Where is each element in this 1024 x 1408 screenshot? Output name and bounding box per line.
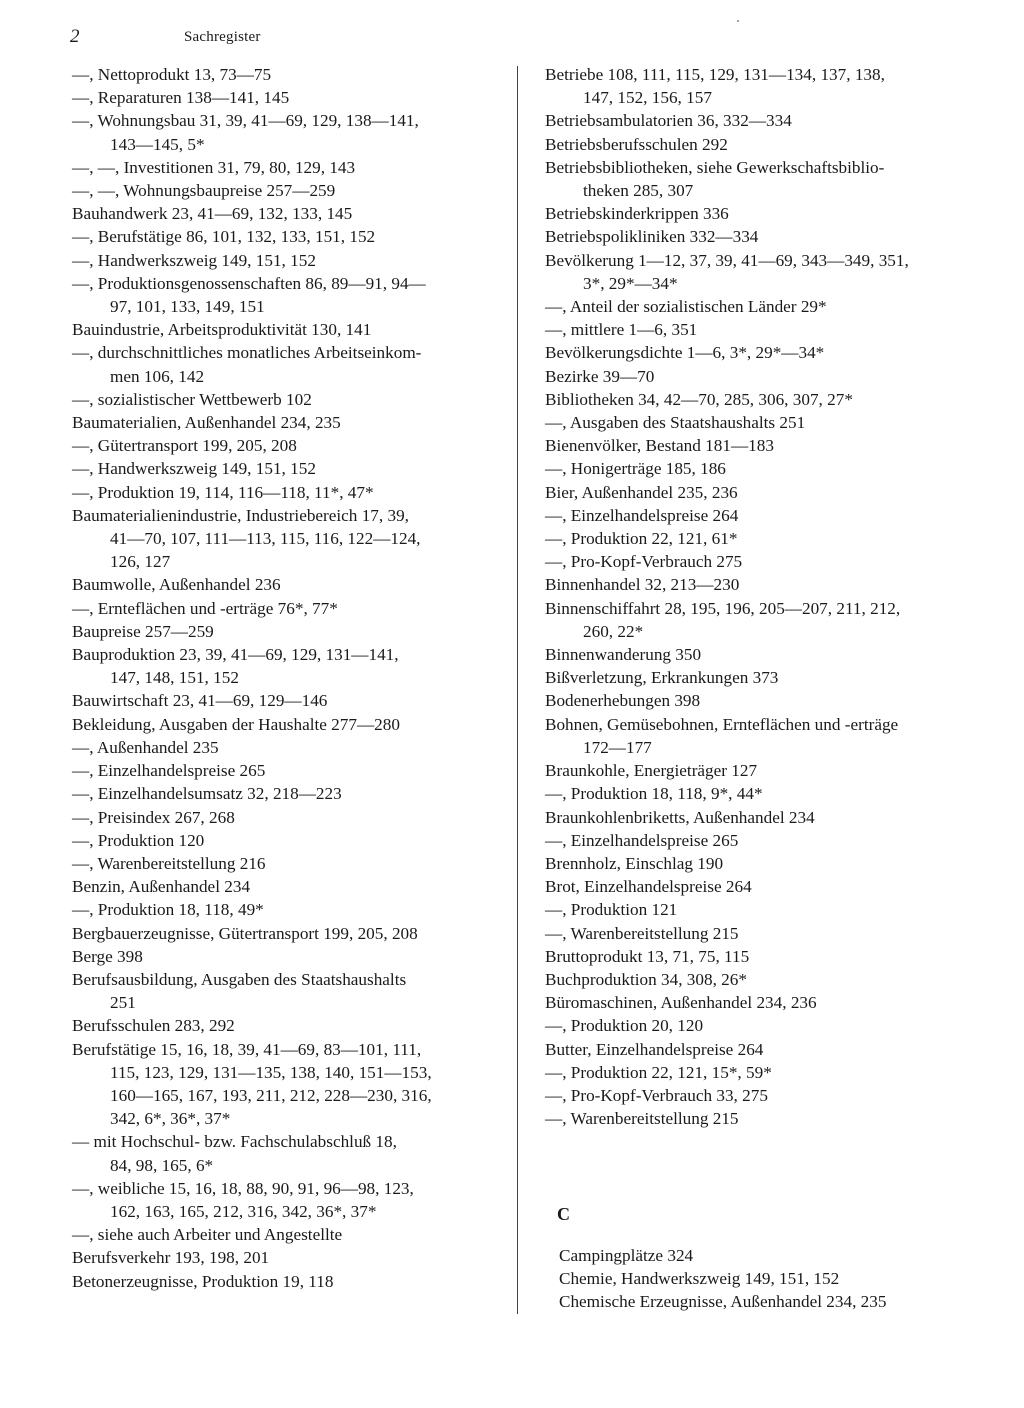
index-entry-line: —, mittlere 1—6, 351 [545, 320, 698, 340]
index-entry-line: Betriebsbibliotheken, siehe Gewerkschaftsbiblio- [545, 157, 885, 177]
index-entry [545, 1014, 985, 1037]
index-entry [545, 318, 985, 341]
index-entry [72, 875, 504, 898]
index-entry-line: —, Ernteflächen und -erträge 76*, 77* [72, 598, 338, 618]
index-entry [545, 643, 985, 666]
index-entry [72, 945, 504, 968]
index-entry [72, 597, 504, 620]
index-entry-line: Betriebsberufsschulen 292 [545, 134, 728, 154]
index-entry-line: —, Produktion 18, 118, 49* [72, 900, 264, 920]
index-entry [72, 249, 504, 272]
index-column-right [545, 63, 985, 1130]
index-entry-line: —, Pro-Kopf-Verbrauch 33, 275 [545, 1085, 768, 1105]
index-entry [545, 133, 985, 156]
index-entry [72, 1246, 504, 1269]
index-entry [72, 1130, 504, 1176]
index-entry [545, 968, 985, 991]
index-entry-line: —, Pro-Kopf-Verbrauch 275 [545, 552, 743, 572]
index-entry [545, 156, 985, 202]
index-entry-line: —, weibliche 15, 16, 18, 88, 90, 91, 96—98, 123, [72, 1178, 414, 1198]
index-entry-line: Braunkohle, Energieträger 127 [545, 761, 758, 781]
index-entry-line: —, Preisindex 267, 268 [72, 807, 235, 827]
index-entry-line: Berufstätige 15, 16, 18, 39, 41—69, 83—101, 111, [72, 1039, 422, 1059]
index-column-left [72, 63, 504, 1293]
index-entry-line: —, Anteil der sozialistischen Länder 29* [545, 297, 827, 317]
index-entry [72, 318, 504, 341]
index-entry [545, 411, 985, 434]
index-entry [545, 202, 985, 225]
running-head: Sachregister [184, 29, 261, 45]
index-entry-line: —, siehe auch Arbeiter und Angestellte [72, 1225, 343, 1245]
index-entry [545, 457, 985, 480]
index-entry [545, 898, 985, 921]
index-entry-line: Bibliotheken 34, 42—70, 285, 306, 307, 27* [545, 389, 853, 409]
index-entry-continuation: 3*, 29*—34* [583, 273, 678, 293]
index-entry-line: —, Warenbereitstellung 216 [72, 853, 266, 873]
index-entry-line: — mit Hochschul- bzw. Fachschulabschluß 18, [72, 1132, 397, 1152]
index-entry [545, 341, 985, 364]
index-entry-line: Büromaschinen, Außenhandel 234, 236 [545, 993, 817, 1013]
index-entry-line: Bauwirtschaft 23, 41—69, 129—146 [72, 691, 328, 711]
index-entry-line: —, Außenhandel 235 [72, 737, 219, 757]
index-entry-continuation: theken 285, 307 [583, 181, 694, 201]
index-entry-line: Brennholz, Einschlag 190 [545, 853, 724, 873]
index-entry-line: Bergbauerzeugnisse, Gütertransport 199, 205, 208 [72, 923, 418, 943]
index-entry [72, 620, 504, 643]
index-entry [545, 689, 985, 712]
index-entry [545, 573, 985, 596]
index-entry-line: Betriebskinderkrippen 336 [545, 204, 729, 224]
index-entry-line: Chemie, Handwerkszweig 149, 151, 152 [559, 1269, 840, 1289]
index-entry-line: Baumaterialienindustrie, Industriebereich 17, 39, [72, 505, 409, 525]
index-entry [72, 806, 504, 829]
index-entry [72, 457, 504, 480]
index-entry [72, 434, 504, 457]
index-entry-line: —, Handwerkszweig 149, 151, 152 [72, 459, 316, 479]
index-entry-line: Bodenerhebungen 398 [545, 691, 701, 711]
index-entry-continuation: 251 [110, 993, 136, 1013]
index-entry-continuation: 115, 123, 129, 131—135, 138, 140, 151—153, [110, 1062, 432, 1082]
index-entry [72, 179, 504, 202]
index-entry-continuation: 84, 98, 165, 6* [110, 1155, 214, 1175]
index-entry-line: Butter, Einzelhandelspreise 264 [545, 1039, 764, 1059]
index-entry-line: Baumaterialien, Außenhandel 234, 235 [72, 413, 341, 433]
index-entry-line: Betonerzeugnisse, Produktion 19, 118 [72, 1271, 334, 1291]
index-entry-line: —, Produktion 22, 121, 61* [545, 529, 738, 549]
index-entry-line: —, Produktion 19, 114, 116—118, 11*, 47* [72, 482, 374, 502]
index-entry [72, 504, 504, 574]
index-entry [545, 852, 985, 875]
index-entry-line: —, sozialistischer Wettbewerb 102 [72, 389, 312, 409]
print-speck [737, 20, 739, 22]
index-entry [72, 573, 504, 596]
index-entry [72, 388, 504, 411]
index-entry [72, 109, 504, 155]
index-entry-line: Betriebe 108, 111, 115, 129, 131—134, 137, 138, [545, 65, 885, 84]
index-entry [559, 1244, 999, 1267]
index-entry [72, 411, 504, 434]
index-entry-line: —, Ausgaben des Staatshaushalts 251 [545, 413, 806, 433]
index-entry [72, 156, 504, 179]
index-entry-continuation: 126, 127 [110, 552, 171, 572]
index-entry-line: Binnenwanderung 350 [545, 645, 702, 665]
column-divider [517, 66, 518, 1314]
index-entry [72, 852, 504, 875]
index-entry-line: Baumwolle, Außenhandel 236 [72, 575, 281, 595]
index-entry [72, 782, 504, 805]
index-entry-line: —, Produktion 120 [72, 830, 205, 850]
index-entry-line: Bißverletzung, Erkrankungen 373 [545, 668, 779, 688]
index-entry [545, 63, 985, 109]
index-entry-line: —, Nettoprodukt 13, 73—75 [72, 65, 272, 84]
index-entry [72, 898, 504, 921]
index-entry [72, 272, 504, 318]
index-entry [545, 434, 985, 457]
index-entry [72, 481, 504, 504]
index-entry [72, 63, 504, 86]
index-entry [545, 550, 985, 573]
index-entry-line: Bauhandwerk 23, 41—69, 132, 133, 145 [72, 204, 353, 224]
index-entry [545, 225, 985, 248]
index-entry-line: —, Reparaturen 138—141, 145 [72, 88, 290, 108]
index-entry [72, 713, 504, 736]
index-entry [559, 1267, 999, 1290]
index-entry [545, 1038, 985, 1061]
index-entry [545, 1084, 985, 1107]
index-entry [545, 829, 985, 852]
index-entry [545, 945, 985, 968]
index-entry-line: —, —, Wohnungsbaupreise 257—259 [72, 181, 336, 201]
index-entry [545, 922, 985, 945]
index-entry-continuation: 160—165, 167, 193, 211, 212, 228—230, 316, [110, 1085, 432, 1105]
index-entry-continuation: 172—177 [583, 737, 652, 757]
index-entry-line: —, Handwerkszweig 149, 151, 152 [72, 250, 316, 270]
index-entry [545, 991, 985, 1014]
index-entry-line: —, durchschnittliches monatliches Arbeitseinkom- [72, 343, 422, 363]
index-entry-line: Berufsausbildung, Ausgaben des Staatshaushalts [72, 969, 407, 989]
index-entry-line: Bekleidung, Ausgaben der Haushalte 277—280 [72, 714, 400, 734]
index-entry-line: —, —, Investitionen 31, 79, 80, 129, 143 [72, 157, 356, 177]
index-entry [72, 202, 504, 225]
index-entry-line: —, Wohnungsbau 31, 39, 41—69, 129, 138—141, [72, 111, 419, 131]
index-entry [545, 249, 985, 295]
index-entry-line: —, Produktion 121 [545, 900, 678, 920]
index-entry [545, 666, 985, 689]
index-entry-line: Berufsverkehr 193, 198, 201 [72, 1248, 270, 1268]
index-entry-line: Buchproduktion 34, 308, 26* [545, 969, 747, 989]
index-entry-continuation: 143—145, 5* [110, 134, 205, 154]
index-entry-line: —, Honigerträge 185, 186 [545, 459, 726, 479]
index-entry [72, 829, 504, 852]
index-entry-line: —, Produktion 18, 118, 9*, 44* [545, 784, 763, 804]
index-entry-continuation: 260, 22* [583, 621, 644, 641]
index-entry [72, 968, 504, 1014]
index-entry-line: Bienenvölker, Bestand 181—183 [545, 436, 774, 456]
index-entry-line: —, Einzelhandelspreise 265 [545, 830, 739, 850]
index-entry-line: —, Warenbereitstellung 215 [545, 923, 739, 943]
index-entry [545, 295, 985, 318]
index-entry-line: Chemische Erzeugnisse, Außenhandel 234, 235 [559, 1292, 887, 1312]
index-entry-line: —, Berufstätige 86, 101, 132, 133, 151, 152 [72, 227, 376, 247]
index-entry [545, 481, 985, 504]
index-entry-line: —, Produktion 22, 121, 15*, 59* [545, 1062, 772, 1082]
page-number: 2 [70, 26, 80, 47]
index-entry-continuation: 162, 163, 165, 212, 316, 342, 36*, 37* [110, 1201, 377, 1221]
index-entry-line: Bevölkerungsdichte 1—6, 3*, 29*—34* [545, 343, 825, 363]
index-entry-line: Bier, Außenhandel 235, 236 [545, 482, 738, 502]
index-entry [72, 1177, 504, 1223]
index-entry-line: Braunkohlenbriketts, Außenhandel 234 [545, 807, 815, 827]
index-entry [72, 1270, 504, 1293]
index-entry-line: Bevölkerung 1—12, 37, 39, 41—69, 343—349, 351, [545, 250, 909, 270]
index-entry-continuation: 342, 6*, 36*, 37* [110, 1109, 231, 1129]
index-entry [72, 341, 504, 387]
index-entry [72, 922, 504, 945]
index-entry-line: Binnenschiffahrt 28, 195, 196, 205—207, 211, 212, [545, 598, 901, 618]
index-entry [545, 806, 985, 829]
index-column-right-c [559, 1244, 999, 1314]
index-entry [72, 759, 504, 782]
index-entry-line: Bohnen, Gemüsebohnen, Ernteflächen und -erträge [545, 714, 899, 734]
index-entry-line: Campingplätze 324 [559, 1246, 694, 1265]
index-entry-continuation: 147, 148, 151, 152 [110, 668, 239, 688]
section-letter: C [557, 1204, 570, 1224]
index-entry [545, 713, 985, 759]
index-entry-line: Binnenhandel 32, 213—230 [545, 575, 740, 595]
index-entry-line: Berufsschulen 283, 292 [72, 1016, 235, 1036]
index-entry [545, 388, 985, 411]
index-entry-line: Benzin, Außenhandel 234 [72, 877, 251, 897]
index-entry-line: Bauproduktion 23, 39, 41—69, 129, 131—141, [72, 645, 399, 665]
index-entry [72, 689, 504, 712]
index-entry [545, 597, 985, 643]
index-entry [545, 1061, 985, 1084]
index-entry-line: Bezirke 39—70 [545, 366, 655, 386]
index-entry-line: —, Gütertransport 199, 205, 208 [72, 436, 297, 456]
index-entry-line: Baupreise 257—259 [72, 621, 214, 641]
index-entry-line: Brot, Einzelhandelspreise 264 [545, 877, 752, 897]
index-entry-line: —, Einzelhandelsumsatz 32, 218—223 [72, 784, 342, 804]
index-entry [72, 736, 504, 759]
index-entry-line: —, Warenbereitstellung 215 [545, 1109, 739, 1129]
index-entry [545, 527, 985, 550]
index-entry-line: Bruttoprodukt 13, 71, 75, 115 [545, 946, 750, 966]
index-entry [72, 86, 504, 109]
index-entry-line: —, Produktionsgenossenschaften 86, 89—91, 94— [72, 273, 426, 293]
index-entry [545, 782, 985, 805]
index-entry [559, 1290, 999, 1313]
index-entry [545, 759, 985, 782]
index-entry [545, 109, 985, 132]
index-entry-line: Berge 398 [72, 946, 143, 966]
index-entry-continuation: 97, 101, 133, 149, 151 [110, 297, 265, 317]
index-entry [72, 1014, 504, 1037]
index-entry [72, 643, 504, 689]
index-entry [72, 1038, 504, 1131]
index-entry-line: —, Produktion 20, 120 [545, 1016, 704, 1036]
index-entry-line: Betriebsambulatorien 36, 332—334 [545, 111, 792, 131]
index-entry [545, 504, 985, 527]
index-entry [545, 1107, 985, 1130]
index-entry [72, 1223, 504, 1246]
index-entry-line: Betriebspolikliniken 332—334 [545, 227, 759, 247]
index-entry-line: —, Einzelhandelspreise 264 [545, 505, 739, 525]
index-entry-continuation: men 106, 142 [110, 366, 205, 386]
index-entry-line: Bauindustrie, Arbeitsproduktivität 130, 141 [72, 320, 372, 340]
index-entry [72, 225, 504, 248]
index-entry-line: —, Einzelhandelspreise 265 [72, 761, 266, 781]
index-entry [545, 365, 985, 388]
index-entry-continuation: 147, 152, 156, 157 [583, 88, 712, 108]
index-entry-continuation: 41—70, 107, 111—113, 115, 116, 122—124, [110, 529, 421, 549]
index-entry [545, 875, 985, 898]
